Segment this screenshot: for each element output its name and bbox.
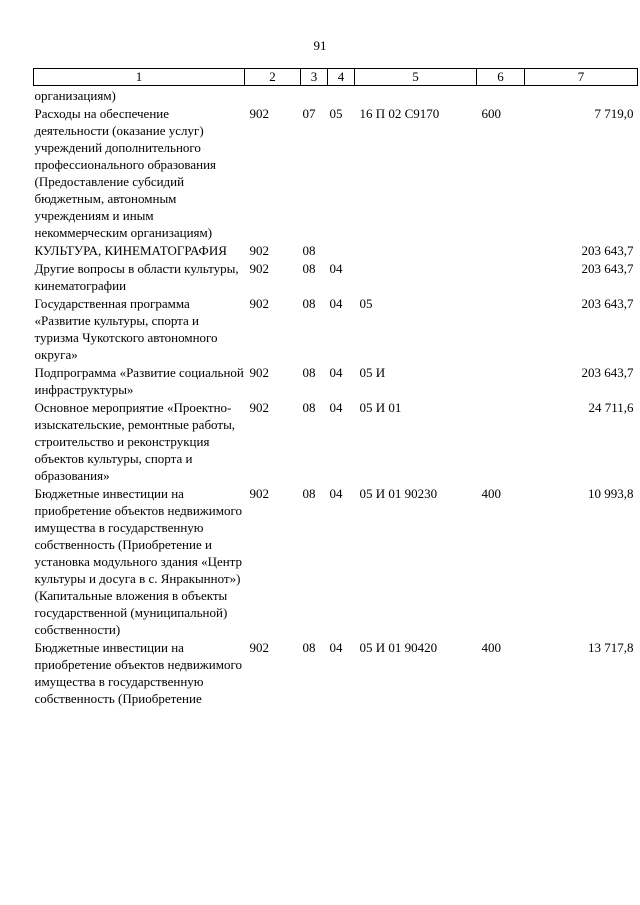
row-subsection — [328, 86, 355, 105]
row-subsection: 04 — [329, 640, 343, 655]
row-expense-type — [477, 241, 525, 259]
row-expense-type: 400 — [481, 640, 501, 655]
row-amount — [525, 86, 638, 105]
row-expense-type — [477, 86, 525, 105]
row-subsection: 04 — [329, 400, 343, 415]
header-col-3: 3 — [301, 69, 328, 86]
row-section: 08 — [302, 296, 316, 311]
row-ministry-code: 902 — [249, 486, 269, 501]
header-row — [34, 69, 638, 86]
row-target-article: 05 И 01 90420 — [359, 640, 438, 655]
row-subsection: 04 — [329, 296, 343, 311]
row-subsection: 05 — [329, 106, 343, 121]
row-ministry-code: 902 — [249, 261, 269, 276]
budget-table — [33, 68, 638, 707]
row-expense-type — [477, 363, 525, 398]
table-row — [34, 398, 638, 484]
row-target-article: 05 И — [359, 365, 386, 380]
row-ministry-code — [245, 86, 301, 105]
header-col-7: 7 — [525, 69, 638, 86]
row-section: 08 — [302, 261, 316, 276]
row-name: Бюджетные инвестиции на приобретение объектов недвижимого имущества в государственную собственность (Приобретение и установка модульного здания «Центр культуры и досуга в с. Янракыннот») (Капитальные вложения в объекты государственной (муниципальной) собственности) — [34, 486, 243, 637]
header-col-4: 4 — [328, 69, 355, 86]
row-section: 08 — [302, 400, 316, 415]
row-expense-type — [477, 259, 525, 294]
row-amount: 24 711,6 — [588, 400, 634, 415]
row-name: организациям) — [34, 88, 116, 103]
row-target-article: 05 И 01 90230 — [359, 486, 438, 501]
row-name: Другие вопросы в области культуры, кинематографии — [34, 261, 239, 293]
row-ministry-code: 902 — [249, 365, 269, 380]
row-name: Бюджетные инвестиции на приобретение объектов недвижимого имущества в государственную собственность (Приобретение — [34, 640, 242, 706]
table-row — [34, 363, 638, 398]
header-col-1: 1 — [34, 69, 245, 86]
table-row — [34, 259, 638, 294]
row-subsection: 04 — [329, 365, 343, 380]
row-expense-type: 600 — [481, 106, 501, 121]
row-name: Государственная программа «Развитие культуры, спорта и туризма Чукотского автономного округа» — [34, 296, 218, 362]
row-subsection: 04 — [329, 486, 343, 501]
row-section: 08 — [302, 640, 316, 655]
row-name: Расходы на обеспечение деятельности (оказание услуг) учреждений дополнительного профессионального образования (Предоставление субсидий бюджетным, автономным учреждениям и иным некоммерческим организациям) — [34, 106, 217, 240]
row-ministry-code: 902 — [249, 243, 269, 258]
table-row — [34, 104, 638, 241]
row-ministry-code: 902 — [249, 640, 269, 655]
table-row — [34, 294, 638, 363]
row-amount: 7 719,0 — [594, 106, 634, 121]
table-row — [34, 638, 638, 707]
row-amount: 203 643,7 — [581, 296, 634, 311]
row-ministry-code: 902 — [249, 400, 269, 415]
row-subsection: 04 — [329, 261, 343, 276]
row-expense-type — [477, 398, 525, 484]
row-target-article — [355, 259, 477, 294]
row-expense-type: 400 — [481, 486, 501, 501]
row-amount: 203 643,7 — [581, 261, 634, 276]
row-section: 08 — [302, 365, 316, 380]
row-target-article: 05 — [359, 296, 373, 311]
table-row — [34, 241, 638, 259]
row-section: 08 — [302, 486, 316, 501]
row-name: Подпрограмма «Развитие социальной инфраструктуры» — [34, 365, 244, 397]
row-section — [301, 86, 328, 105]
row-ministry-code: 902 — [249, 106, 269, 121]
row-target-article: 16 П 02 С9170 — [359, 106, 440, 121]
table-row — [34, 86, 638, 105]
page-number: 91 — [313, 38, 327, 53]
header-col-2: 2 — [245, 69, 301, 86]
row-name: КУЛЬТУРА, КИНЕМАТОГРАФИЯ — [34, 243, 227, 258]
row-subsection — [328, 241, 355, 259]
row-name: Основное мероприятие «Проектно-изыскательские, ремонтные работы, строительство и реконструкция объектов культуры, спорта и образования» — [34, 400, 236, 483]
row-amount: 203 643,7 — [581, 365, 634, 380]
header-col-5: 5 — [355, 69, 477, 86]
row-section: 08 — [302, 243, 316, 258]
row-target-article — [355, 86, 477, 105]
row-section: 07 — [302, 106, 316, 121]
row-target-article: 05 И 01 — [359, 400, 402, 415]
row-expense-type — [477, 294, 525, 363]
row-ministry-code: 902 — [249, 296, 269, 311]
table-row — [34, 484, 638, 638]
row-amount: 13 717,8 — [588, 640, 634, 655]
header-col-6: 6 — [477, 69, 525, 86]
row-amount: 10 993,8 — [588, 486, 634, 501]
row-amount: 203 643,7 — [581, 243, 634, 258]
row-target-article — [355, 241, 477, 259]
